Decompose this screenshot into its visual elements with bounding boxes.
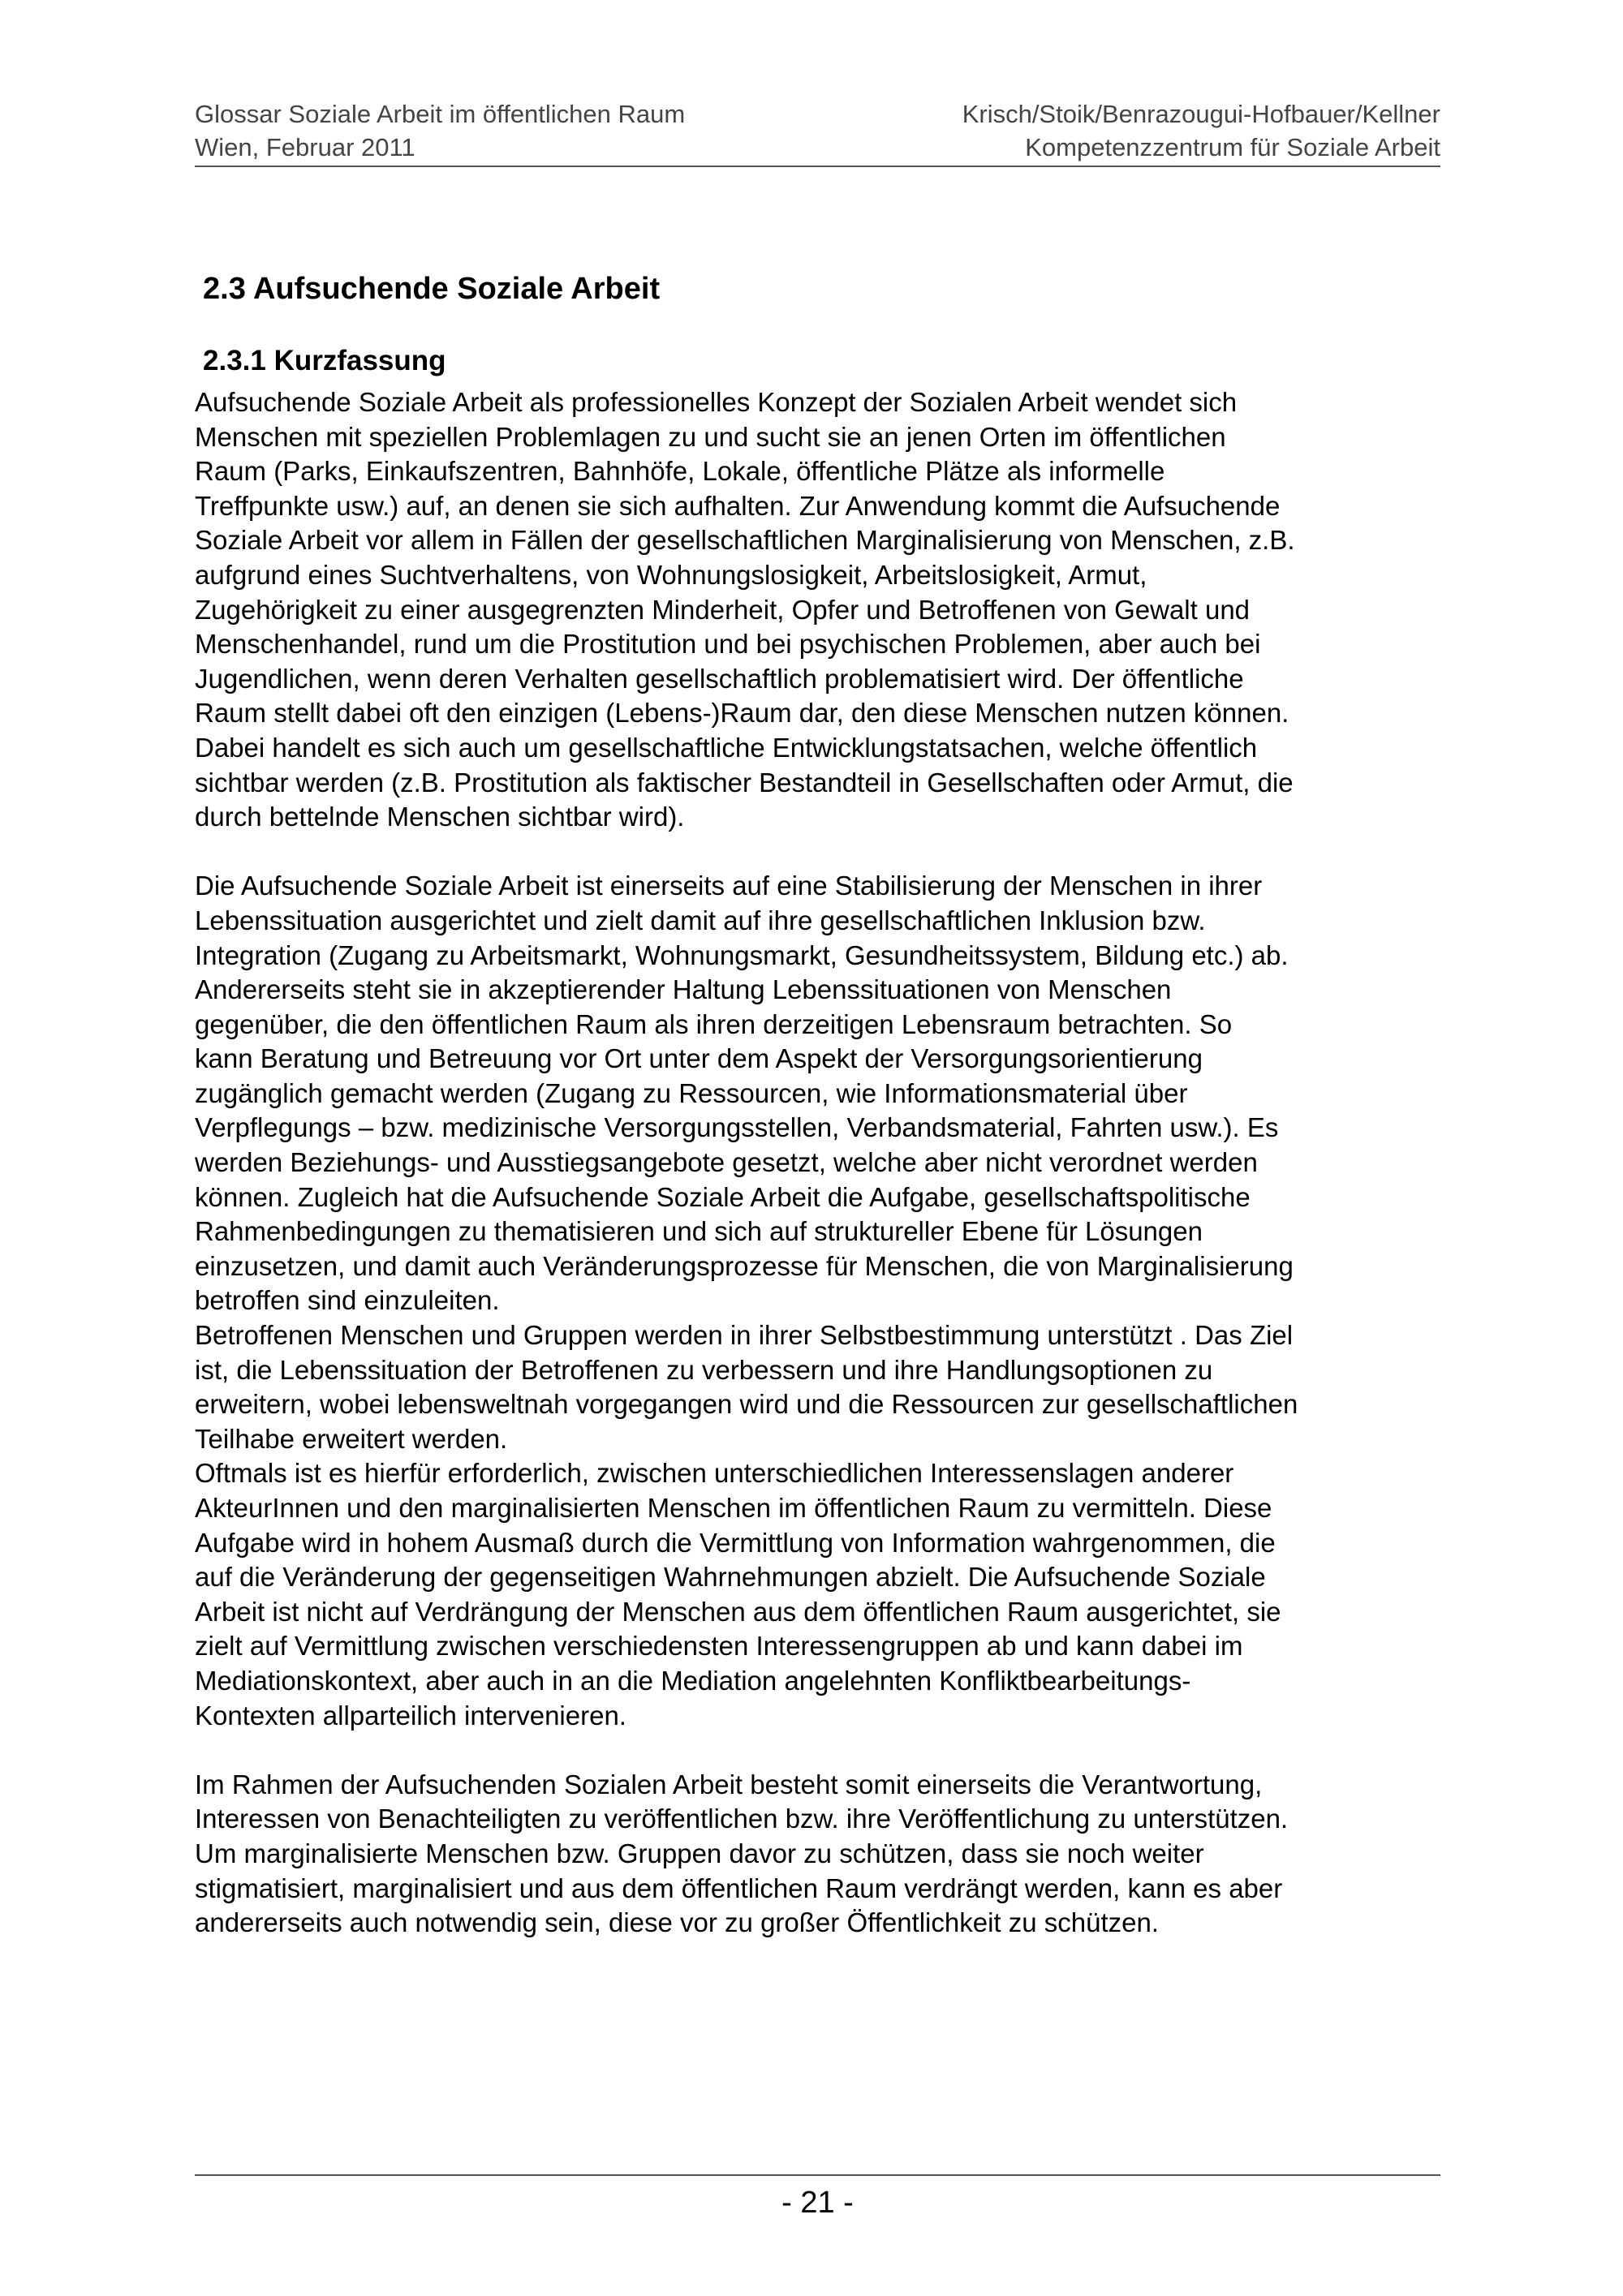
body-text bbox=[195, 385, 1461, 1941]
text-line: Zugehörigkeit zu einer ausgegrenzten Minderheit, Opfer und Betroffenen von Gewalt und bbox=[195, 594, 1251, 625]
text-line: Menschenhandel, rund um die Prostitution und bei psychischen Problemen, aber auch bei bbox=[195, 629, 1261, 660]
text-line: durch bettelnde Menschen sichtbar wird). bbox=[195, 802, 685, 832]
text-line: werden Beziehungs- und Ausstiegsangebote gesetzt, welche aber nicht verordnet werden bbox=[195, 1147, 1258, 1178]
text-line: Betroffenen Menschen und Gruppen werden in ihrer Selbstbestimmung unterstützt . Das Ziel bbox=[195, 1320, 1294, 1351]
paragraph bbox=[195, 385, 1461, 835]
text-line: Kontexten allparteilich intervenieren. bbox=[195, 1700, 626, 1731]
text-line: Soziale Arbeit vor allem in Fällen der gesellschaftlichen Marginalisierung von Menschen, z.B. bbox=[195, 525, 1295, 556]
text-line: betroffen sind einzuleiten. bbox=[195, 1285, 500, 1316]
paragraph-gap bbox=[195, 835, 1461, 870]
subsection-heading: 2.3.1 Kurzfassung bbox=[203, 345, 446, 376]
text-line: kann Beratung und Betreuung vor Ort unter dem Aspekt der Versorgungsorientierung bbox=[195, 1043, 1203, 1074]
header-institution: Kompetenzzentrum für Soziale Arbeit bbox=[1025, 133, 1440, 161]
text-line: Dabei handelt es sich auch um gesellschaftliche Entwicklungstatsachen, welche öffentlich bbox=[195, 732, 1258, 763]
text-line: stigmatisiert, marginalisiert und aus dem öffentlichen Raum verdrängt werden, kann es aber bbox=[195, 1872, 1283, 1903]
text-line: Teilhabe erweitert werden. bbox=[195, 1423, 508, 1454]
text-line: Raum stellt dabei oft den einzigen (Lebens-)Raum dar, den diese Menschen nutzen können. bbox=[195, 698, 1289, 729]
text-line: Rahmenbedingungen zu thematisieren und sich auf struktureller Ebene für Lösungen bbox=[195, 1216, 1203, 1247]
header-right bbox=[962, 97, 1440, 164]
paragraph bbox=[195, 869, 1461, 1733]
text-line: ist, die Lebenssituation der Betroffenen zu verbessern und ihre Handlungsoptionen zu bbox=[195, 1354, 1213, 1385]
text-line: Arbeit ist nicht auf Verdrängung der Menschen aus dem öffentlichen Raum ausgerichtet, sie bbox=[195, 1596, 1281, 1627]
text-line: andererseits auch notwendig sein, diese vor zu großer Öffentlichkeit zu schützen. bbox=[195, 1907, 1160, 1938]
text-line: Die Aufsuchende Soziale Arbeit ist einerseits auf eine Stabilisierung der Menschen in ihrer bbox=[195, 871, 1263, 901]
text-line: Menschen mit speziellen Problemlagen zu und sucht sie an jenen Orten im öffentlichen bbox=[195, 421, 1226, 452]
text-line: AkteurInnen und den marginalisierten Menschen im öffentlichen Raum zu vermitteln. Diese bbox=[195, 1493, 1272, 1523]
text-line: Mediationskontext, aber auch in an die Mediation angelehnten Konfliktbearbeitungs- bbox=[195, 1665, 1191, 1696]
text-line: Aufsuchende Soziale Arbeit als professionelles Konzept der Sozialen Arbeit wendet sich bbox=[195, 387, 1238, 417]
text-line: zielt auf Vermittlung zwischen verschiedensten Interessengruppen ab und kann dabei im bbox=[195, 1631, 1243, 1662]
text-line: zugänglich gemacht werden (Zugang zu Ressourcen, wie Informationsmaterial über bbox=[195, 1077, 1188, 1108]
text-line: Raum (Parks, Einkaufszentren, Bahnhöfe, Lokale, öffentliche Plätze als informelle bbox=[195, 456, 1165, 487]
text-line: Oftmals ist es hierfür erforderlich, zwischen unterschiedlichen Interessenslagen anderer bbox=[195, 1458, 1234, 1489]
text-line: Integration (Zugang zu Arbeitsmarkt, Wohnungsmarkt, Gesundheitssystem, Bildung etc.) ab. bbox=[195, 939, 1289, 970]
header-authors: Krisch/Stoik/Benrazougui-Hofbauer/Kellner bbox=[962, 100, 1440, 128]
text-line: Andererseits steht sie in akzeptierender Haltung Lebenssituationen von Menschen bbox=[195, 974, 1172, 1005]
paragraph-gap bbox=[195, 1733, 1461, 1768]
text-line: aufgrund eines Suchtverhaltens, von Wohnungslosigkeit, Arbeitslosigkeit, Armut, bbox=[195, 559, 1147, 590]
text-line: Jugendlichen, wenn deren Verhalten gesellschaftlich problematisiert wird. Der öffentliche bbox=[195, 663, 1244, 694]
text-line: Um marginalisierte Menschen bzw. Gruppen davor zu schützen, dass sie noch weiter bbox=[195, 1838, 1204, 1868]
text-line: gegenüber, die den öffentlichen Raum als ihren derzeitigen Lebensraum betrachten. So bbox=[195, 1008, 1233, 1039]
header-left bbox=[195, 97, 685, 164]
text-line: erweitern, wobei lebensweltnah vorgegangen wird und die Ressourcen zur gesellschaftlichen bbox=[195, 1389, 1298, 1420]
text-line: Treffpunkte usw.) auf, an denen sie sich aufhalten. Zur Anwendung kommt die Aufsuchende bbox=[195, 490, 1281, 521]
page-header bbox=[195, 97, 1440, 167]
text-line: einzusetzen, und damit auch Veränderungsprozesse für Menschen, die von Marginalisierung bbox=[195, 1250, 1294, 1281]
text-line: Im Rahmen der Aufsuchenden Sozialen Arbeit besteht somit einerseits die Verantwortung, bbox=[195, 1769, 1263, 1799]
paragraph bbox=[195, 1768, 1461, 1941]
header-date: Wien, Februar 2011 bbox=[195, 133, 415, 161]
page-footer bbox=[195, 2174, 1440, 2220]
text-line: auf die Veränderung der gegenseitigen Wahrnehmungen abzielt. Die Aufsuchende Soziale bbox=[195, 1562, 1266, 1593]
section-heading: 2.3 Aufsuchende Soziale Arbeit bbox=[203, 272, 661, 306]
text-line: sichtbar werden (z.B. Prostitution als faktischer Bestandteil in Gesellschaften oder Armut, die bbox=[195, 767, 1294, 798]
text-line: können. Zugleich hat die Aufsuchende Soziale Arbeit die Aufgabe, gesellschaftspolitische bbox=[195, 1181, 1251, 1212]
text-line: Verpflegungs – bzw. medizinische Versorgungsstellen, Verbandsmaterial, Fahrten usw.). Es bbox=[195, 1112, 1279, 1143]
page-number: - 21 - bbox=[781, 2186, 854, 2220]
text-line: Aufgabe wird in hohem Ausmaß durch die Vermittlung von Information wahrgenommen, die bbox=[195, 1527, 1276, 1558]
header-document-title: Glossar Soziale Arbeit im öffentlichen Raum bbox=[195, 100, 686, 128]
text-line: Lebenssituation ausgerichtet und zielt damit auf ihre gesellschaftlichen Inklusion bzw. bbox=[195, 905, 1206, 935]
text-line: Interessen von Benachteiligten zu veröffentlichen bzw. ihre Veröffentlichung zu unterstützen. bbox=[195, 1804, 1289, 1834]
